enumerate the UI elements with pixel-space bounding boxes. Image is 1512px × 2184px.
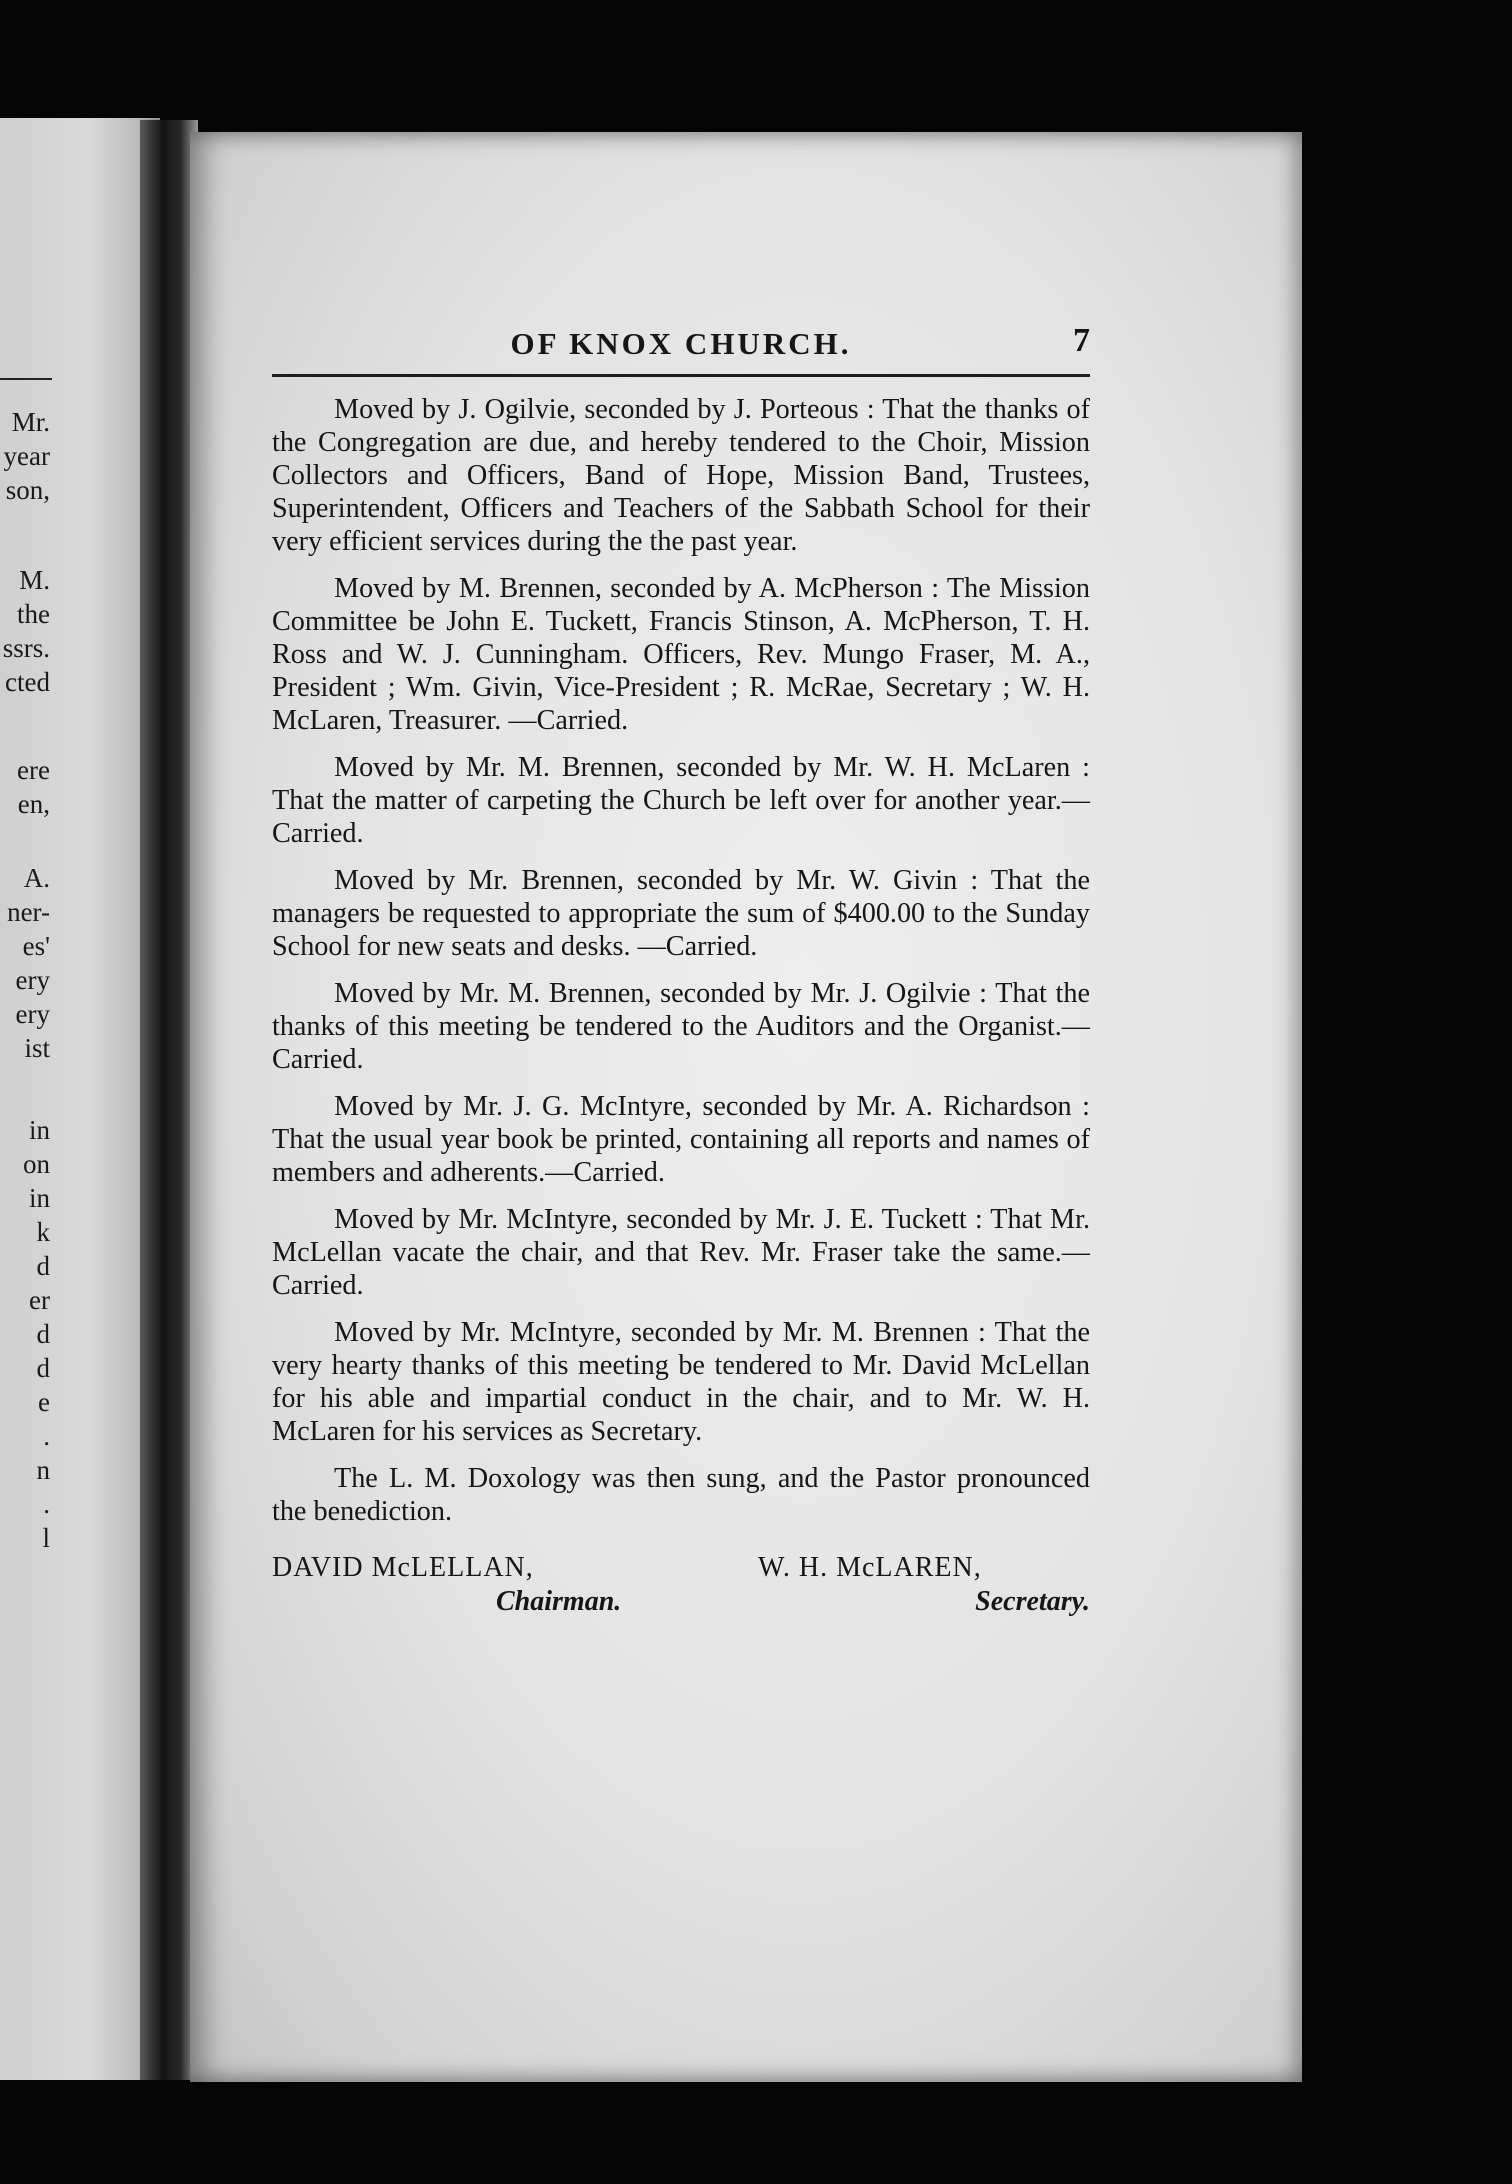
left-fragment: ner- — [7, 897, 50, 927]
left-fragment: d — [36, 1251, 50, 1281]
paragraph-motion: Moved by Mr. M. Brennen, seconded by Mr. J. Ogilvie : That the thanks of this meeting be tendered to the Auditors and the Organist.—Carried. — [272, 978, 1090, 1075]
left-fragment: A. — [23, 863, 50, 893]
paragraph-motion: Moved by Mr. McIntyre, seconded by Mr. M. Brennen : That the very hearty thanks of this meeting be tendered to Mr. David McLellan for his able and impartial conduct in the chair, and to Mr. W. H. McLaren for his services as Secretary. — [272, 1317, 1090, 1447]
page-content — [272, 322, 1090, 1632]
left-fragment: ist — [24, 1033, 50, 1063]
left-fragment: . — [43, 1489, 50, 1519]
left-fragment: Mr. — [11, 407, 50, 437]
secretary-name: W. H. McLAREN, — [758, 1552, 982, 1583]
left-fragment: k — [36, 1217, 50, 1247]
signature-block — [272, 1552, 1090, 1632]
left-fragment: l — [42, 1523, 50, 1553]
left-fragment: ery — [15, 999, 50, 1029]
left-fragment: M. — [19, 565, 50, 595]
left-fragment: . — [43, 1421, 50, 1451]
left-fragment: on — [23, 1149, 50, 1179]
paragraph-motion: Moved by M. Brennen, seconded by A. McPherson : The Mission Committee be John E. Tuckett, Francis Stinson, A. McPherson, T. H. Ross and W. J. Cunningham. Officers, Rev. Mungo Fraser, M. A., President ; Wm. Givin, Vice-President ; R. McRae, Secretary ; W. H. McLaren, Treasurer. —Carried. — [272, 573, 1090, 736]
paragraph-motion: Moved by J. Ogilvie, seconded by J. Porteous : That the thanks of the Congregation are due, and hereby tendered to the Choir, Mission Collectors and Officers, Band of Hope, Mission Band, Trustees, Superintendent, Officers and Teachers of the Sabbath School for their very efficient services during the the past year. — [272, 394, 1090, 557]
right-page — [190, 132, 1302, 2082]
left-facing-page — [0, 118, 160, 2080]
left-fragment: en, — [17, 789, 50, 819]
paragraph-motion: Moved by Mr. J. G. McIntyre, seconded by Mr. A. Richardson : That the usual year book be printed, containing all reports and names of members and adherents.—Carried. — [272, 1091, 1090, 1188]
left-fragment: d — [36, 1319, 50, 1349]
left-fragment: cted — [5, 667, 50, 697]
paragraph-closing: The L. M. Doxology was then sung, and the Pastor pronounced the benediction. — [272, 1463, 1090, 1527]
paragraph-motion: Moved by Mr. McIntyre, seconded by Mr. J. E. Tuckett : That Mr. McLellan vacate the chair, and that Rev. Mr. Fraser take the same.—Carried. — [272, 1204, 1090, 1301]
page-number: 7 — [1073, 322, 1090, 359]
left-fragment: in — [28, 1183, 50, 1213]
left-fragment: ery — [15, 965, 50, 995]
page-title: OF KNOX CHURCH. — [510, 326, 852, 361]
left-fragment: n — [36, 1455, 50, 1485]
left-page-text-fragments — [0, 118, 160, 2080]
chairman-name: DAVID McLELLAN, — [272, 1552, 534, 1583]
left-fragment: in — [28, 1115, 50, 1145]
chairman-title: Chairman. — [496, 1586, 622, 1617]
paragraph-motion: Moved by Mr. Brennen, seconded by Mr. W. Givin : That the managers be requested to appropriate the sum of $400.00 to the Sunday School for new seats and desks. —Carried. — [272, 865, 1090, 962]
left-fragment: year — [3, 441, 50, 471]
secretary-title: Secretary. — [975, 1586, 1090, 1617]
left-fragment: the — [17, 599, 50, 629]
left-fragment: es' — [22, 931, 50, 961]
running-head — [272, 322, 1090, 368]
left-fragment: ere — [17, 755, 50, 785]
left-fragment: er — [29, 1285, 50, 1315]
left-fragment: d — [36, 1353, 50, 1383]
left-fragment: e — [38, 1387, 50, 1417]
paragraph-motion: Moved by Mr. M. Brennen, seconded by Mr. W. H. McLaren : That the matter of carpeting the Church be left over for another year.—Carried. — [272, 752, 1090, 849]
header-rule — [272, 374, 1090, 377]
left-fragment: ssrs. — [2, 633, 50, 663]
left-fragment: son, — [5, 475, 50, 505]
